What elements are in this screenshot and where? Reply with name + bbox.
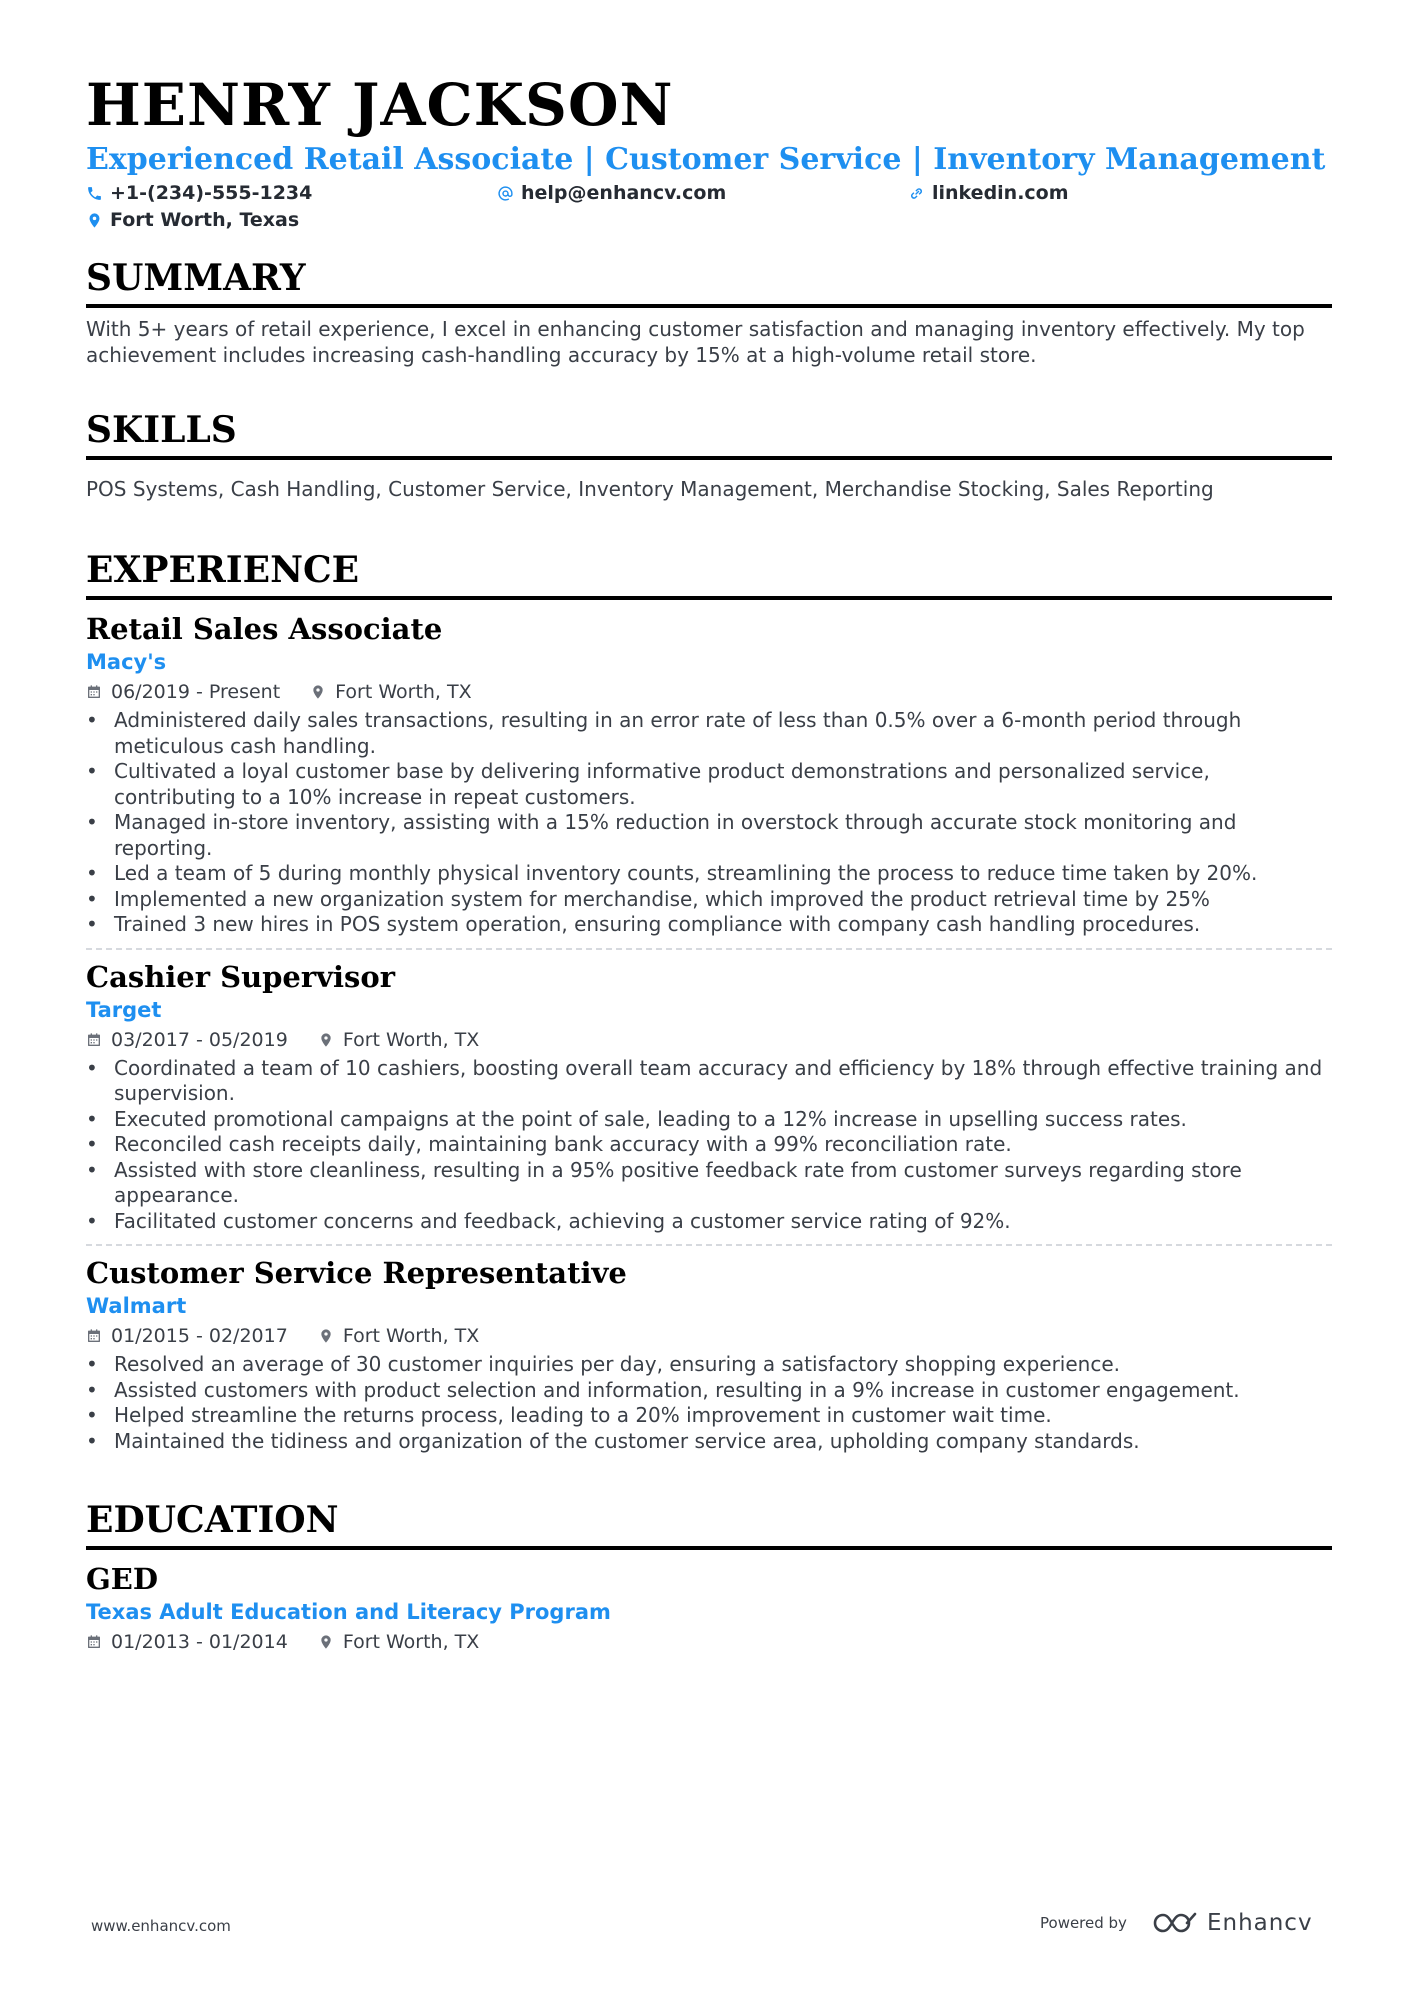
contact-info (86, 182, 1332, 238)
job-dates (86, 1322, 288, 1350)
job-bullets (86, 1056, 1332, 1235)
phone-text: +1-(234)-555-1234 (110, 182, 313, 204)
education-entry (86, 1560, 1332, 1656)
list-item: • Executed promotional campaigns at the point of sale, leading to a 12% increase in upselling success rates. (86, 1107, 1332, 1133)
job-dates-text: 06/2019 - Present (111, 681, 281, 703)
list-item: • Managed in-store inventory, assisting with a 15% reduction in overstock through accurate stock monitoring and reporting. (86, 810, 1332, 861)
list-item: • Coordinated a team of 10 cashiers, boosting overall team accuracy and efficiency by 18% through effective training and supervision. (86, 1056, 1332, 1107)
location-pin-icon (318, 1032, 334, 1048)
brand-name: Enhancv (1206, 1910, 1313, 1936)
job-title: Customer Service Representative (86, 1256, 627, 1290)
job-entry (86, 610, 1332, 938)
candidate-headline: Experienced Retail Associate | Customer Service | Inventory Management (86, 142, 1326, 177)
job-location (310, 678, 471, 706)
candidate-name: HENRY JACKSON (86, 71, 674, 139)
list-item: • Assisted customers with product selection and information, resulting in a 9% increase in customer engagement. (86, 1378, 1332, 1404)
job-dates-text: 03/2017 - 05/2019 (111, 1028, 288, 1051)
job-divider (86, 1244, 1332, 1246)
list-item: • Implemented a new organization system for merchandise, which improved the product retrieval time by 25% (86, 887, 1332, 913)
education-heading: EDUCATION (86, 1498, 1332, 1550)
company-name: Walmart (86, 1294, 187, 1318)
job-location-text: Fort Worth, TX (342, 1028, 480, 1051)
job-bullets (86, 708, 1332, 938)
footer-website[interactable]: www.enhancv.com (91, 1917, 231, 1935)
education-section (86, 1498, 1332, 1656)
powered-by-label: Powered by (1040, 1914, 1127, 1932)
list-item: • Assisted with store cleanliness, resulting in a 95% positive feedback rate from customer surveys regarding store appearance. (86, 1158, 1332, 1209)
skills-text: POS Systems, Cash Handling, Customer Service, Inventory Management, Merchandise Stocking, Sales Reporting (86, 477, 1214, 501)
job-entry (86, 958, 1332, 1235)
job-title: Cashier Supervisor (86, 959, 395, 994)
resume-content (86, 72, 1332, 1656)
job-meta (86, 1322, 1332, 1350)
list-item: • Facilitated customer concerns and feedback, achieving a customer service rating of 92%. (86, 1209, 1332, 1235)
location-pin-icon (318, 1634, 334, 1650)
list-item: • Trained 3 new hires in POS system operation, ensuring compliance with company cash handling procedures. (86, 912, 1332, 938)
email-text: help@enhancv.com (521, 182, 727, 204)
at-icon (497, 185, 514, 202)
summary-heading: SUMMARY (86, 256, 1332, 308)
education-dates (86, 1628, 288, 1656)
summary-section (86, 256, 1332, 368)
job-divider (86, 948, 1332, 950)
skills-heading: SKILLS (86, 408, 1332, 460)
calendar-icon (86, 1032, 102, 1048)
education-dates-text: 01/2013 - 01/2014 (111, 1631, 288, 1653)
degree-title: GED (86, 1562, 159, 1596)
brand-logo (1151, 1910, 1313, 1936)
list-item: • Helped streamline the returns process, leading to a 20% improvement in customer wait time. (86, 1403, 1332, 1429)
job-title: Retail Sales Associate (86, 612, 443, 646)
footer-brand[interactable] (1040, 1910, 1313, 1936)
linkedin-text: linkedin.com (932, 182, 1069, 204)
skills-section (86, 408, 1332, 502)
resume-header (86, 72, 1332, 238)
job-location (318, 1322, 479, 1350)
list-item: • Administered daily sales transactions, resulting in an error rate of less than 0.5% over a 6-month period through meticulous cash handling. (86, 708, 1332, 759)
calendar-icon (86, 1634, 102, 1650)
enhancv-logo-icon (1151, 1910, 1199, 1936)
list-item: • Led a team of 5 during monthly physical inventory counts, streamlining the process to reduce time taken by 20%. (86, 861, 1332, 887)
contact-email[interactable] (497, 182, 726, 204)
phone-icon (86, 185, 103, 202)
contact-phone[interactable] (86, 182, 312, 204)
list-item: • Reconciled cash receipts daily, maintaining bank accuracy with a 99% reconciliation rate. (86, 1132, 1332, 1158)
job-location-text: Fort Worth, TX (342, 1325, 480, 1347)
job-entry (86, 1254, 1332, 1454)
location-pin-icon (86, 212, 103, 229)
list-item: • Resolved an average of 30 customer inquiries per day, ensuring a satisfactory shopping experience. (86, 1352, 1332, 1378)
location-pin-icon (310, 684, 326, 700)
calendar-icon (86, 1328, 102, 1344)
list-item: • Cultivated a loyal customer base by delivering informative product demonstrations and personalized service, contributing to a 10% increase in repeat customers. (86, 759, 1332, 810)
job-location-text: Fort Worth, TX (335, 681, 472, 703)
job-location (318, 1026, 479, 1054)
experience-section (86, 548, 1332, 1454)
company-name: Target (86, 997, 162, 1022)
contact-location (86, 209, 299, 231)
school-name: Texas Adult Education and Literacy Program (86, 1600, 611, 1624)
link-icon (908, 185, 925, 202)
job-dates-text: 01/2015 - 02/2017 (111, 1325, 288, 1347)
location-pin-icon (318, 1328, 334, 1344)
job-dates (86, 1026, 288, 1054)
experience-heading: EXPERIENCE (86, 548, 1332, 600)
list-item: • Maintained the tidiness and organization of the customer service area, upholding company standards. (86, 1429, 1332, 1455)
job-meta (86, 678, 1332, 706)
contact-linkedin[interactable] (908, 182, 1069, 204)
job-bullets (86, 1352, 1332, 1454)
job-dates (86, 678, 280, 706)
location-text: Fort Worth, Texas (110, 209, 300, 231)
education-location-text: Fort Worth, TX (342, 1631, 480, 1653)
job-meta (86, 1026, 1332, 1054)
company-name: Macy's (86, 650, 167, 674)
education-meta (86, 1628, 1332, 1656)
education-location (318, 1628, 479, 1656)
summary-text: With 5+ years of retail experience, I excel in enhancing customer satisfaction and managing inventory effectively. My top achievement includes increasing cash-handling accuracy by 15% at a high-volume retail store. (86, 317, 1305, 367)
calendar-icon (86, 684, 102, 700)
